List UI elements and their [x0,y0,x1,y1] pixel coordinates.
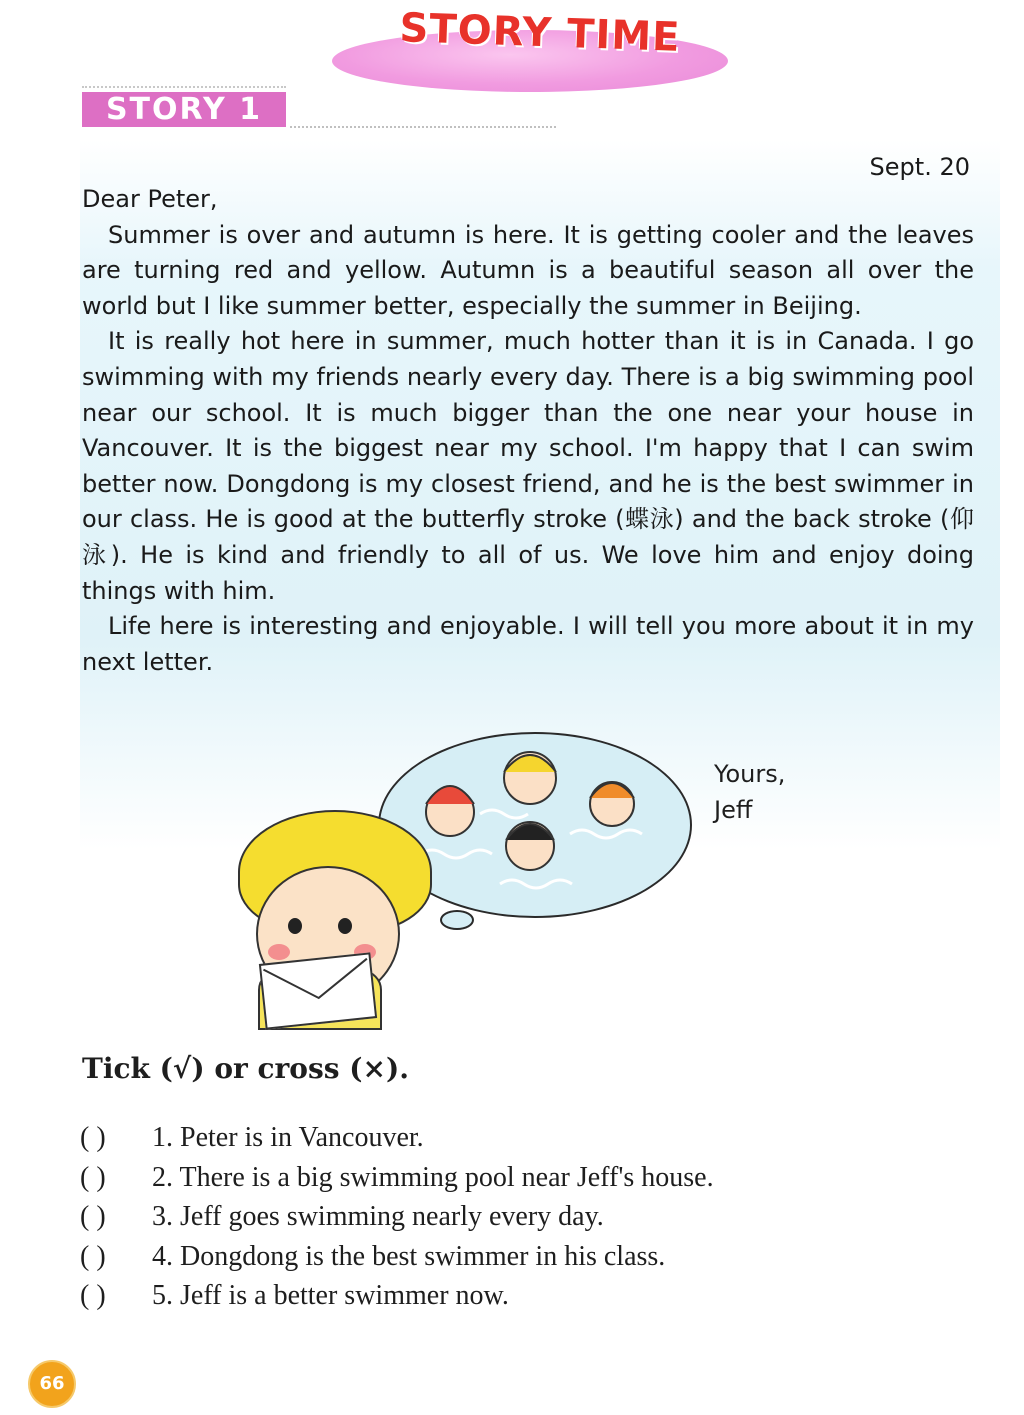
answer-blank[interactable]: ( ) [80,1122,106,1153]
divider [82,86,286,88]
letter-date: Sept. 20 [869,153,970,181]
answer-blank[interactable]: ( ) [80,1161,106,1193]
list-item [80,1276,714,1316]
answer-blank[interactable]: ( ) [80,1280,106,1312]
item-text: 5. Jeff is a better swimmer now. [152,1280,509,1312]
envelope-icon [259,952,377,1029]
section-title: STORY TIME [398,5,682,61]
eye-icon [338,918,352,934]
answer-blank[interactable]: ( ) [80,1201,106,1233]
letter-paragraph: Summer is over and autumn is here. It is getting cooler and the leaves are turning red and yellow. Autumn is a beautiful season all over the world but I like summer better, especially the summer in Beijing. [82,220,974,320]
item-text: 3. Jeff goes swimming nearly every day. [152,1201,604,1233]
eye-icon [288,918,302,934]
item-text: 2. There is a big swimming pool near Jeff's house. [152,1161,714,1193]
page-number-badge: 66 [28,1360,76,1408]
divider [290,126,556,128]
item-text: 4. Dongdong is the best swimmer in his class. [152,1240,666,1272]
thought-bubble-tail [440,910,474,930]
item-text: 1. Peter is in Vancouver. [152,1122,424,1153]
cheek [268,944,290,960]
answer-blank[interactable]: ( ) [80,1240,106,1272]
list-item [80,1118,714,1158]
list-item [80,1197,714,1237]
story-label: STORY 1 [82,92,286,127]
letter [82,150,974,680]
letter-paragraph: It is really hot here in summer, much hotter than it is in Canada. I go swimming with my friends nearly every day. There is a big swimming pool near our school. It is much bigger than the one near your house in Vancouver. It is the biggest near my school. I'm happy that I can swim better now. Dongdong is my closest friend, and he is the best swimmer in our class. He is good at the butterfly stroke (蝶泳) and the back stroke (仰泳). He is kind and friendly to all of us. We love him and enjoy doing things with him. [82,327,974,605]
exercise-instruction: Tick (√) or cross (×). [82,1052,409,1085]
letter-greeting: Dear Peter, [82,185,218,213]
letter-signoff [714,756,785,828]
exercise-list [80,1118,714,1316]
list-item [80,1158,714,1198]
letter-closing: Yours, [714,760,786,788]
letter-signature: Jeff [714,796,753,824]
list-item [80,1237,714,1277]
letter-paragraph: Life here is interesting and enjoyable. I will tell you more about it in my next letter. [82,612,974,676]
